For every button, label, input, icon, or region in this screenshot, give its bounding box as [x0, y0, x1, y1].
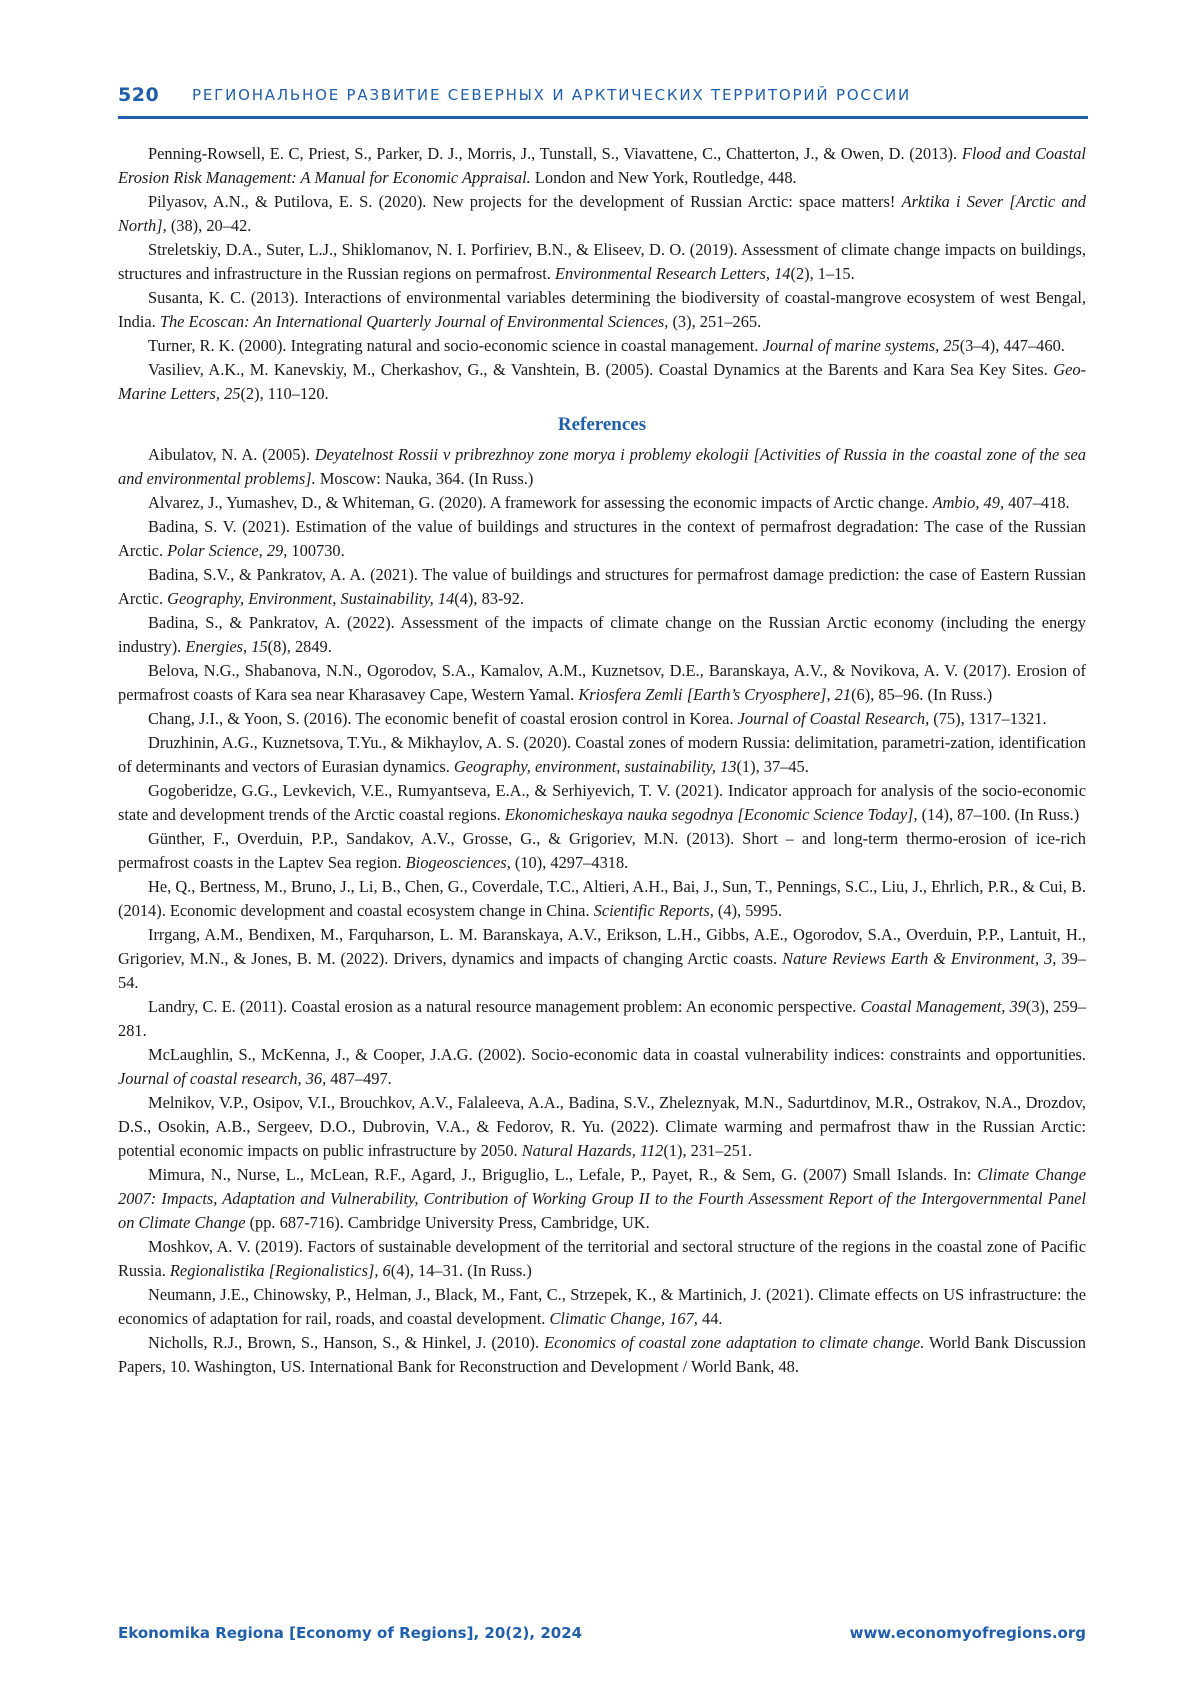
- reference-entry: [118, 995, 1086, 1043]
- reference-source: Coastal Management, 39: [860, 997, 1026, 1016]
- reference-source: Biogeosciences,: [405, 853, 511, 872]
- reference-entry: [118, 707, 1086, 731]
- reference-entry: [118, 358, 1086, 406]
- reference-entry: [118, 334, 1086, 358]
- reference-details: World Bank Discussion Papers, 10. Washington, US. International Bank for Reconstruction and Development / World Bank, 48.: [118, 1333, 1086, 1376]
- reference-details: (75), 1317–1321.: [929, 709, 1047, 728]
- reference-entry: [118, 563, 1086, 611]
- running-title: РЕГИОНАЛЬНОЕ РАЗВИТИЕ СЕВЕРНЫХ И АРКТИЧЕСКИХ ТЕРРИТОРИЙ РОССИИ: [192, 86, 912, 104]
- reference-text: Badina, S.V., & Pankratov, A. A. (2021). The value of buildings and structures for permafrost damage prediction: the case of Eastern Russian Arctic.: [118, 565, 1086, 608]
- reference-details: (2), 110–120.: [240, 384, 329, 403]
- reference-details: Moscow: Nauka, 364. (In Russ.): [315, 469, 534, 488]
- reference-source: Regionalistika [Regionalistics], 6: [169, 1261, 391, 1280]
- reference-list: [118, 142, 1086, 1379]
- reference-text: Druzhinin, A.G., Kuznetsova, T.Yu., & Mikhaylov, A. S. (2020). Coastal zones of modern Russia: delimitation, parametri-zation, identification of determinants and vectors of Eurasian dynamics.: [118, 733, 1086, 776]
- reference-details: 44.: [697, 1309, 723, 1328]
- reference-source: Geography, environment, sustainability, 13: [453, 757, 737, 776]
- reference-source: Ambio, 49,: [932, 493, 1005, 512]
- references-list: [118, 443, 1086, 1379]
- reference-entry: [118, 1043, 1086, 1091]
- page-number: 520: [118, 84, 160, 106]
- reference-entry: [118, 779, 1086, 827]
- reference-text: Gogoberidze, G.G., Levkevich, V.E., Rumyantseva, E.A., & Serhiyevich, T. V. (2021). Indicator approach for analysis of the socio-economic state and development trends of the Arctic coastal regions.: [118, 781, 1086, 824]
- header-rule: [118, 116, 1088, 119]
- reference-source: Geo-Marine Letters, 25: [118, 360, 1086, 403]
- reference-entry: [118, 1091, 1086, 1163]
- reference-source: Nature Reviews Earth & Environment, 3,: [782, 949, 1057, 968]
- reference-text: Chang, J.I., & Yoon, S. (2016). The economic benefit of coastal erosion control in Korea.: [148, 709, 738, 728]
- reference-entry: [118, 1235, 1086, 1283]
- reference-text: Aibulatov, N. A. (2005).: [148, 445, 315, 464]
- page-header: [118, 84, 1088, 118]
- reference-entry: [118, 875, 1086, 923]
- reference-source: Geography, Environment, Sustainability, 14: [167, 589, 455, 608]
- reference-details: (38), 20–42.: [166, 216, 252, 235]
- reference-details: (4), 14–31. (In Russ.): [390, 1261, 532, 1280]
- reference-entry: [118, 1163, 1086, 1235]
- reference-details: (3), 259–281.: [118, 997, 1087, 1040]
- reference-source: Natural Hazards, 112: [521, 1141, 664, 1160]
- reference-text: Irrgang, A.M., Bendixen, M., Farquharson, L. M. Baranskaya, A.V., Erikson, L.H., Gibbs, A.E., Ogorodov, S.A., Overduin, P.P., Lantuit, H., Grigoriev, M.N., & Jones, B. M. (2022). Drivers, dynamics and impacts of changing Arctic coasts.: [118, 925, 1086, 968]
- reference-details: London and New York, Routledge, 448.: [530, 168, 797, 187]
- reference-details: (1), 37–45.: [736, 757, 809, 776]
- reference-source: Economics of coastal zone adaptation to climate change.: [544, 1333, 925, 1352]
- reference-source: Polar Science, 29,: [167, 541, 288, 560]
- reference-entry: [118, 238, 1086, 286]
- reference-details: (2), 1–15.: [790, 264, 855, 283]
- reference-details: (6), 85–96. (In Russ.): [851, 685, 993, 704]
- reference-details: (1), 231–251.: [663, 1141, 753, 1160]
- reference-details: (10), 4297–4318.: [510, 853, 629, 872]
- reference-details: (14), 87–100. (In Russ.): [917, 805, 1080, 824]
- reference-text: Günther, F., Overduin, P.P., Sandakov, A.V., Grosse, G., & Grigoriev, M.N. (2013). Short – and long-term thermo-erosion of ice-rich permafrost coasts in the Laptev Sea region.: [118, 829, 1086, 872]
- reference-entry: [118, 443, 1086, 491]
- reference-source: Kriosfera Zemli [Earth’s Cryosphere], 21: [578, 685, 852, 704]
- reference-entry: [118, 827, 1086, 875]
- reference-entry: [118, 659, 1086, 707]
- reference-text: Mimura, N., Nurse, L., McLean, R.F., Agard, J., Briguglio, L., Lefale, P., Payet, R., & Sem, G. (2007) Small Islands. In:: [148, 1165, 978, 1184]
- reference-source: Journal of Coastal Research,: [737, 709, 930, 728]
- reference-details: (4), 5995.: [713, 901, 783, 920]
- reference-text: Susanta, K. C. (2013). Interactions of environmental variables determining the biodiversity of coastal-mangrove ecosystem of west Bengal, India.: [118, 288, 1086, 331]
- reference-text: He, Q., Bertness, M., Bruno, J., Li, B., Chen, G., Coverdale, T.C., Altieri, A.H., Bai, J., Sun, T., Pennings, S.C., Liu, J., Ehrlich, P.R., & Cui, B. (2014). Economic development and coastal ecosystem change in China.: [118, 877, 1086, 920]
- reference-text: McLaughlin, S., McKenna, J., & Cooper, J.A.G. (2002). Socio-economic data in coastal vulnerability indices: constraints and opportunities.: [148, 1045, 1086, 1064]
- reference-text: Turner, R. K. (2000). Integrating natural and socio-economic science in coastal management.: [148, 336, 763, 355]
- reference-entry: [118, 142, 1086, 190]
- reference-text: Vasiliev, A.K., M. Kanevskiy, M., Cherkashov, G., & Vanshtein, B. (2005). Coastal Dynamics at the Barents and Kara Sea Key Sites.: [148, 360, 1054, 379]
- reference-text: Moshkov, A. V. (2019). Factors of sustainable development of the territorial and sectoral structure of the regions in the coastal zone of Pacific Russia.: [118, 1237, 1086, 1280]
- reference-source: Journal of coastal research, 36,: [118, 1069, 327, 1088]
- reference-details: 487–497.: [326, 1069, 392, 1088]
- reference-details: (8), 2849.: [267, 637, 332, 656]
- reference-text: Alvarez, J., Yumashev, D., & Whiteman, G. (2020). A framework for assessing the economic impacts of Arctic change.: [148, 493, 933, 512]
- reference-source: Scientific Reports,: [593, 901, 714, 920]
- reference-text: Belova, N.G., Shabanova, N.N., Ogorodov, S.A., Kamalov, A.M., Kuznetsov, D.E., Baranskaya, A.V., & Novikova, A. V. (2017). Erosion of permafrost coasts of Kara sea near Kharasavey Cape, Western Yamal.: [118, 661, 1086, 704]
- reference-text: Penning-Rowsell, E. C, Priest, S., Parker, D. J., Morris, J., Tunstall, S., Viavattene, C., Chatterton, J., & Owen, D. (2013).: [148, 144, 962, 163]
- reference-source: Flood and Coastal Erosion Risk Management: A Manual for Economic Appraisal.: [118, 144, 1086, 187]
- reference-source: Ekonomicheskaya nauka segodnya [Economic Science Today],: [504, 805, 918, 824]
- reference-source: The Ecoscan: An International Quarterly Journal of Environmental Sciences,: [159, 312, 669, 331]
- reference-text: Neumann, J.E., Chinowsky, P., Helman, J., Black, M., Fant, C., Strzepek, K., & Martinich, J. (2021). Climate effects on US infrastructure: the economics of adaptation for rail, roads, and coastal development.: [118, 1285, 1086, 1328]
- reference-entry: [118, 190, 1086, 238]
- reference-source: Energies, 15: [185, 637, 268, 656]
- reference-entry: [118, 286, 1086, 334]
- reference-text: Melnikov, V.P., Osipov, V.I., Brouchkov, A.V., Falaleeva, A.A., Badina, S.V., Zheleznyak, M.N., Sadurtdinov, M.R., Ostrakov, N.A., Drozdov, D.S., Osokin, A.B., Sergeev, D.O., Dubrovin, V.A., & Fedorov, R. Yu. (2022). Climate warming and permafrost thaw in the Russian Arctic: potential economic impacts on public infrastructure by 2050.: [118, 1093, 1086, 1160]
- reference-details: (3–4), 447–460.: [959, 336, 1065, 355]
- reference-text: Badina, S., & Pankratov, A. (2022). Assessment of the impacts of climate change on the Russian Arctic economy (including the energy industry).: [118, 613, 1086, 656]
- reference-entry: [118, 491, 1086, 515]
- reference-entry: [118, 611, 1086, 659]
- bibliography-list: [118, 142, 1086, 406]
- reference-details: (4), 83-92.: [454, 589, 524, 608]
- reference-details: 407–418.: [1004, 493, 1070, 512]
- reference-text: Pilyasov, A.N., & Putilova, E. S. (2020). New projects for the development of Russian Arctic: space matters!: [148, 192, 902, 211]
- reference-text: Streletskiy, D.A., Suter, L.J., Shiklomanov, N. I. Porfiriev, B.N., & Eliseev, D. O. (2019). Assessment of climate change impacts on buildings, structures and infrastructure in the Russian regions on permafrost.: [118, 240, 1086, 283]
- reference-entry: [118, 1283, 1086, 1331]
- reference-source: Climate Change 2007: Impacts, Adaptation and Vulnerability, Contribution of Working Group II to the Fourth Assessment Report of the Intergovernmental Panel on Climate Change: [118, 1165, 1086, 1232]
- reference-text: Nicholls, R.J., Brown, S., Hanson, S., & Hinkel, J. (2010).: [148, 1333, 545, 1352]
- reference-text: Badina, S. V. (2021). Estimation of the value of buildings and structures in the context of permafrost degradation: The case of the Russian Arctic.: [118, 517, 1086, 560]
- section-title: References: [557, 414, 647, 435]
- reference-source: Deyatelnost Rossii v pribrezhnoy zone morya i problemy ekologii [Activities of Russia in the coastal zone of the sea and environmental problems].: [118, 445, 1086, 488]
- reference-details: (pp. 687-716). Cambridge University Press, Cambridge, UK.: [245, 1213, 650, 1232]
- reference-details: 100730.: [287, 541, 345, 560]
- reference-source: Arktika i Sever [Arctic and North],: [118, 192, 1086, 235]
- reference-entry: [118, 1331, 1086, 1379]
- reference-entry: [118, 515, 1086, 563]
- footer-website-link[interactable]: www.economyofregions.org: [849, 1624, 1086, 1642]
- reference-source: Journal of marine systems, 25: [762, 336, 960, 355]
- reference-entry: [118, 731, 1086, 779]
- reference-details: (3), 251–265.: [668, 312, 762, 331]
- reference-entry: [118, 923, 1086, 995]
- reference-source: Climatic Change, 167,: [549, 1309, 698, 1328]
- reference-source: Environmental Research Letters, 14: [554, 264, 791, 283]
- reference-text: Landry, C. E. (2011). Coastal erosion as a natural resource management problem: An economic perspective.: [148, 997, 861, 1016]
- reference-details: 39–54.: [118, 949, 1086, 992]
- footer-journal: Ekonomika Regiona [Economy of Regions], 20(2), 2024: [118, 1624, 583, 1642]
